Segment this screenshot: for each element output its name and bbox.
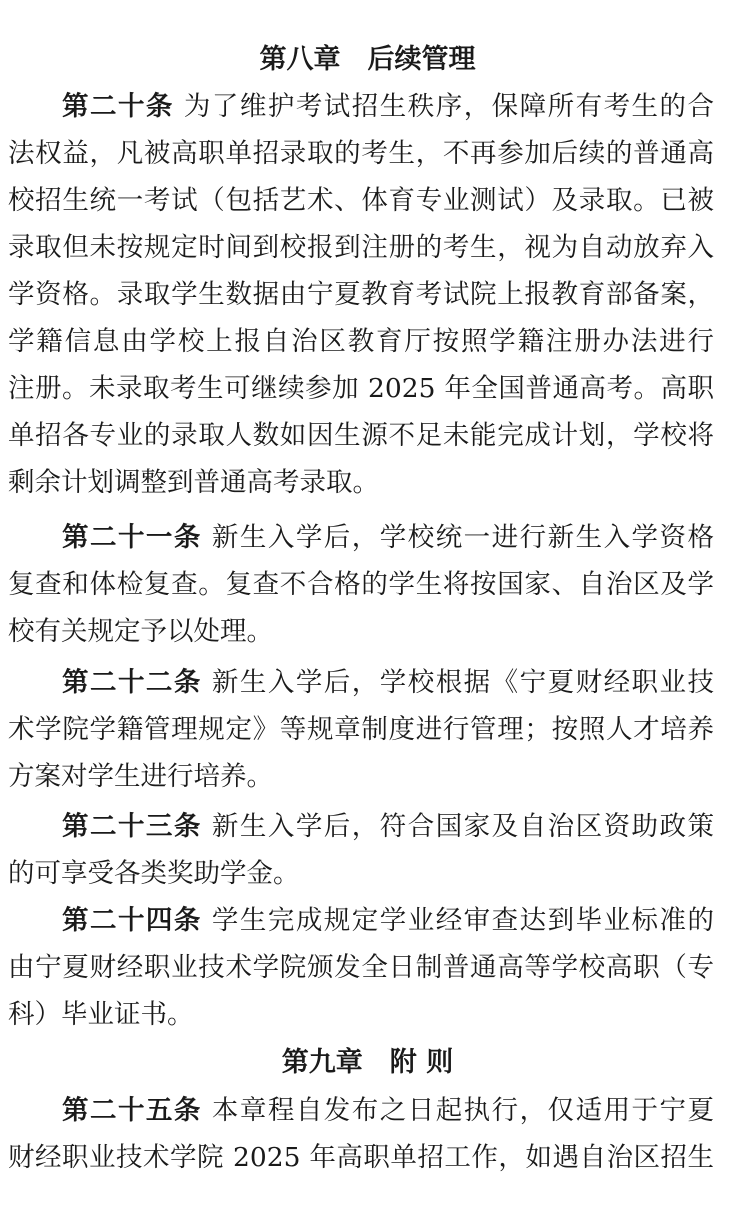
article-21-line-2: 复查和体检复查。复查不合格的学生将按国家、自治区及学 <box>8 569 714 600</box>
article-23-label: 第二十三条 <box>62 811 202 842</box>
article-20-line-1: 第二十条 为了维护考试招生秩序，保障所有考生的合 <box>62 91 715 122</box>
chapter-8-title: 第八章 后续管理 <box>259 44 476 75</box>
article-25-line-2: 财经职业技术学院 2025 年高职单招工作，如遇自治区招生 <box>8 1142 714 1173</box>
article-25-line-1: 第二十五条 本章程自发布之日起执行，仅适用于宁夏 <box>62 1095 715 1126</box>
article-20-label: 第二十条 <box>62 91 174 122</box>
article-22-label: 第二十二条 <box>62 667 202 698</box>
article-20-line-3: 校招生统一考试（包括艺术、体育专业测试）及录取。已被 <box>8 185 714 216</box>
article-22-line-1: 第二十二条 新生入学后，学校根据《宁夏财经职业技 <box>62 667 715 698</box>
article-21-line-3: 校有关规定予以处理。 <box>8 616 273 647</box>
article-22-line-3: 方案对学生进行培养。 <box>8 761 273 792</box>
article-24-line-1: 第二十四条 学生完成规定学业经审查达到毕业标准的 <box>62 905 715 936</box>
article-21-line-1: 第二十一条 新生入学后，学校统一进行新生入学资格 <box>62 522 715 553</box>
article-20-line-8: 单招各专业的录取人数如因生源不足未能完成计划，学校将 <box>8 420 714 451</box>
article-23-line-1: 第二十三条 新生入学后，符合国家及自治区资助政策 <box>62 811 715 842</box>
article-24-line-2: 由宁夏财经职业技术学院颁发全日制普通高等学校高职（专 <box>8 952 714 983</box>
article-20-line-5: 学资格。录取学生数据由宁夏教育考试院上报教育部备案， <box>8 279 714 310</box>
article-24-label: 第二十四条 <box>62 905 202 936</box>
article-22-line-2: 术学院学籍管理规定》等规章制度进行管理；按照人才培养 <box>8 714 714 745</box>
article-20-line-7: 注册。未录取考生可继续参加 2025 年全国普通高考。高职 <box>8 373 714 404</box>
article-23-line-2: 的可享受各类奖助学金。 <box>8 858 300 889</box>
chapter-9-title: 第九章 附 则 <box>281 1047 454 1078</box>
article-20-line-2: 法权益，凡被高职单招录取的考生，不再参加后续的普通高 <box>8 138 714 169</box>
article-24-line-3: 科）毕业证书。 <box>8 999 194 1030</box>
article-20-line-9: 剩余计划调整到普通高考录取。 <box>8 467 379 498</box>
article-20-line-6: 学籍信息由学校上报自治区教育厅按照学籍注册办法进行 <box>8 326 714 357</box>
article-25-label: 第二十五条 <box>62 1095 202 1126</box>
article-21-label: 第二十一条 <box>62 522 202 553</box>
article-20-line-4: 录取但未按规定时间到校报到注册的考生，视为自动放弃入 <box>8 232 714 263</box>
